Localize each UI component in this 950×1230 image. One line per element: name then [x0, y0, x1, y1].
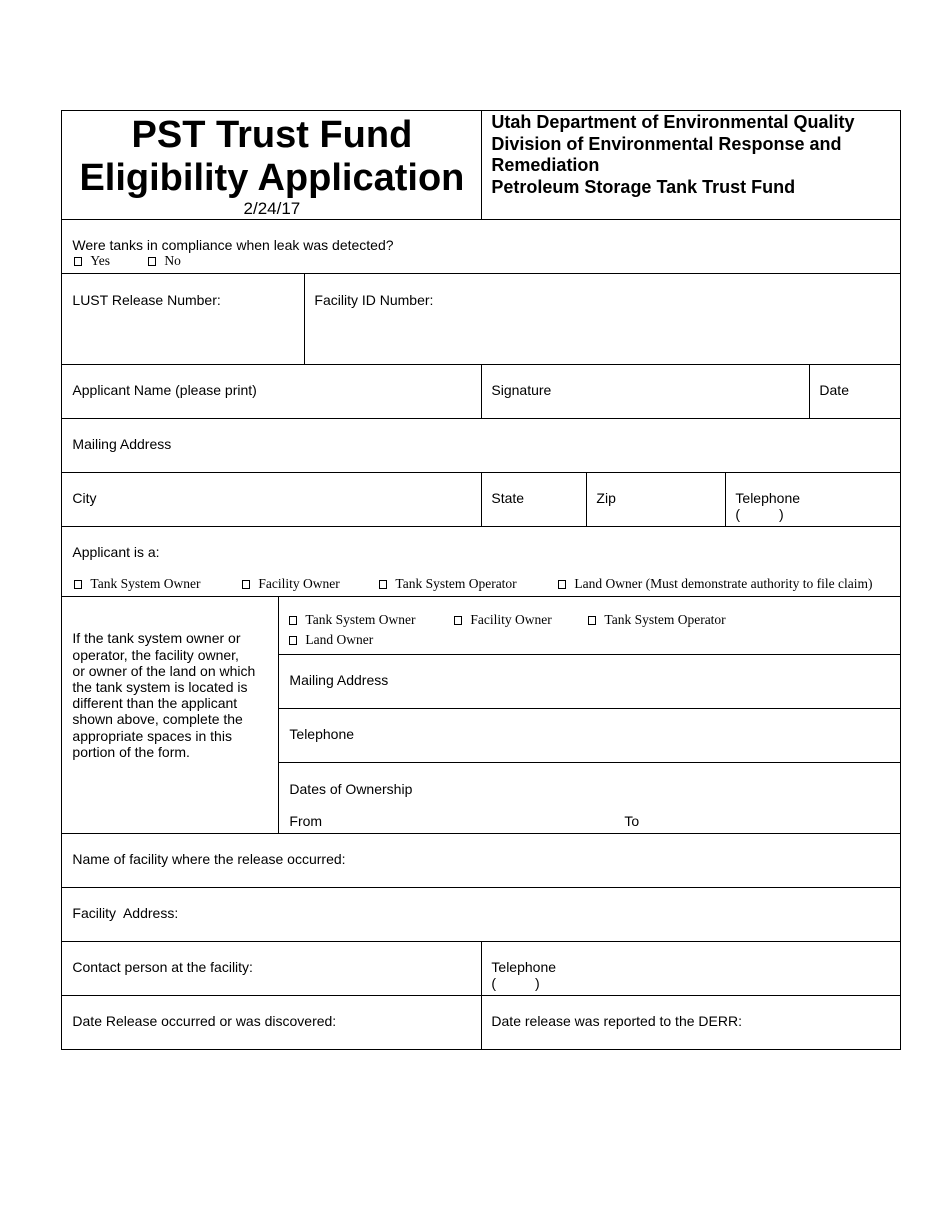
- ownership-dates-field[interactable]: [278, 762, 901, 834]
- instructions-line: different than the applicant: [72, 695, 238, 712]
- applicant-type-label: Applicant is a:: [72, 544, 160, 561]
- lust-release-label: LUST Release Number:: [72, 292, 221, 309]
- compliance-row: [61, 219, 901, 274]
- city-label: City: [72, 490, 97, 507]
- other-party-type-row: [278, 596, 901, 655]
- instructions-line: shown above, complete the: [72, 711, 243, 728]
- facility-address-field[interactable]: [61, 887, 901, 942]
- option-label: Tank System Owner: [90, 576, 201, 592]
- no-checkbox[interactable]: [148, 257, 156, 266]
- other-party-instructions: [61, 596, 279, 834]
- instructions-text: [72, 630, 255, 760]
- no-label: No: [164, 253, 181, 269]
- signature-label: Signature: [491, 382, 552, 399]
- form-title-line2: Eligibility Application: [79, 157, 465, 200]
- date-label: Date: [819, 382, 849, 399]
- other-type-tank-operator[interactable]: [588, 612, 725, 628]
- option-label: Facility Owner: [258, 576, 340, 592]
- facility-name-label: Name of facility where the release occurred:: [72, 851, 346, 868]
- title-block: [61, 110, 482, 220]
- other-telephone-label: Telephone: [289, 726, 355, 743]
- applicant-type-land-owner[interactable]: [558, 576, 872, 592]
- instructions-line: portion of the form.: [72, 743, 190, 760]
- state-field[interactable]: [481, 472, 587, 527]
- compliance-question: Were tanks in compliance when leak was detected?: [72, 237, 394, 254]
- applicant-type-row: [61, 526, 901, 597]
- other-type-land-owner[interactable]: [289, 632, 373, 648]
- compliance-no-option[interactable]: [148, 253, 181, 269]
- applicant-type-tank-operator[interactable]: [379, 576, 516, 592]
- date-field[interactable]: [809, 364, 901, 419]
- from-label: From: [289, 813, 323, 830]
- applicant-name-label: Applicant Name (please print): [72, 382, 257, 399]
- agency-line-1: Utah Department of Environmental Quality: [491, 112, 855, 133]
- agency-name: [491, 112, 854, 198]
- checkbox[interactable]: [289, 616, 297, 625]
- reported-date-field[interactable]: [481, 995, 901, 1050]
- checkbox[interactable]: [289, 636, 297, 645]
- other-party-mailing-field[interactable]: [278, 654, 901, 709]
- applicant-telephone-label: Telephone: [735, 490, 801, 507]
- city-field[interactable]: [61, 472, 482, 527]
- state-label: State: [491, 490, 525, 507]
- applicant-type-tank-owner[interactable]: [74, 576, 200, 592]
- instructions-line: If the tank system owner or: [72, 630, 241, 647]
- reported-date-label: Date release was reported to the DERR:: [491, 1013, 742, 1030]
- yes-label: Yes: [90, 253, 111, 269]
- agency-line-4: Petroleum Storage Tank Trust Fund: [491, 176, 796, 197]
- instructions-line: appropriate spaces in this: [72, 727, 232, 744]
- eligibility-form: [62, 111, 902, 1051]
- option-label: Facility Owner: [470, 612, 552, 628]
- checkbox[interactable]: [379, 580, 387, 589]
- facility-id-label: Facility ID Number:: [314, 292, 434, 309]
- other-party-telephone-field[interactable]: [278, 708, 901, 763]
- zip-label: Zip: [596, 490, 616, 507]
- checkbox[interactable]: [588, 616, 596, 625]
- facility-phone-parens: ( ): [491, 975, 540, 992]
- applicant-telephone-field[interactable]: [725, 472, 901, 527]
- compliance-yes-option[interactable]: [74, 253, 110, 269]
- contact-person-field[interactable]: [61, 941, 482, 996]
- facility-name-field[interactable]: [61, 833, 901, 888]
- agency-line-3: Remediation: [491, 155, 600, 176]
- applicant-phone-parens: ( ): [735, 506, 784, 523]
- facility-telephone-field[interactable]: [481, 941, 901, 996]
- checkbox[interactable]: [454, 616, 462, 625]
- other-type-tank-owner[interactable]: [289, 612, 415, 628]
- applicant-type-facility-owner[interactable]: [242, 576, 339, 592]
- release-date-field[interactable]: [61, 995, 482, 1050]
- option-label: Land Owner (Must demonstrate authority to file claim): [574, 576, 873, 592]
- contact-person-label: Contact person at the facility:: [72, 959, 253, 976]
- ownership-dates-label: Dates of Ownership: [289, 781, 413, 798]
- option-label: Tank System Operator: [395, 576, 517, 592]
- option-label: Tank System Operator: [604, 612, 726, 628]
- release-date-label: Date Release occurred or was discovered:: [72, 1013, 337, 1030]
- zip-field[interactable]: [586, 472, 726, 527]
- facility-address-label: Facility Address:: [72, 905, 179, 922]
- facility-telephone-label: Telephone: [491, 959, 557, 976]
- instructions-line: the tank system is located is: [72, 679, 248, 696]
- applicant-mailing-field[interactable]: [61, 418, 901, 473]
- checkbox[interactable]: [558, 580, 566, 589]
- option-label: Land Owner: [305, 632, 374, 648]
- option-label: Tank System Owner: [305, 612, 416, 628]
- instructions-line: or owner of the land on which: [72, 662, 256, 679]
- lust-release-field[interactable]: [61, 273, 305, 365]
- agency-line-2: Division of Environmental Response and: [491, 133, 842, 154]
- instructions-line: operator, the facility owner,: [72, 646, 239, 663]
- facility-id-field[interactable]: [304, 273, 901, 365]
- agency-block: [481, 110, 901, 220]
- checkbox[interactable]: [242, 580, 250, 589]
- other-type-facility-owner[interactable]: [454, 612, 551, 628]
- yes-checkbox[interactable]: [74, 257, 82, 266]
- to-label: To: [624, 813, 640, 830]
- other-mailing-label: Mailing Address: [289, 672, 389, 689]
- checkbox[interactable]: [74, 580, 82, 589]
- applicant-name-field[interactable]: [61, 364, 482, 419]
- form-title-line1: PST Trust Fund: [131, 114, 413, 157]
- signature-field[interactable]: [481, 364, 810, 419]
- applicant-mailing-label: Mailing Address: [72, 436, 172, 453]
- form-date: 2/24/17: [243, 199, 301, 219]
